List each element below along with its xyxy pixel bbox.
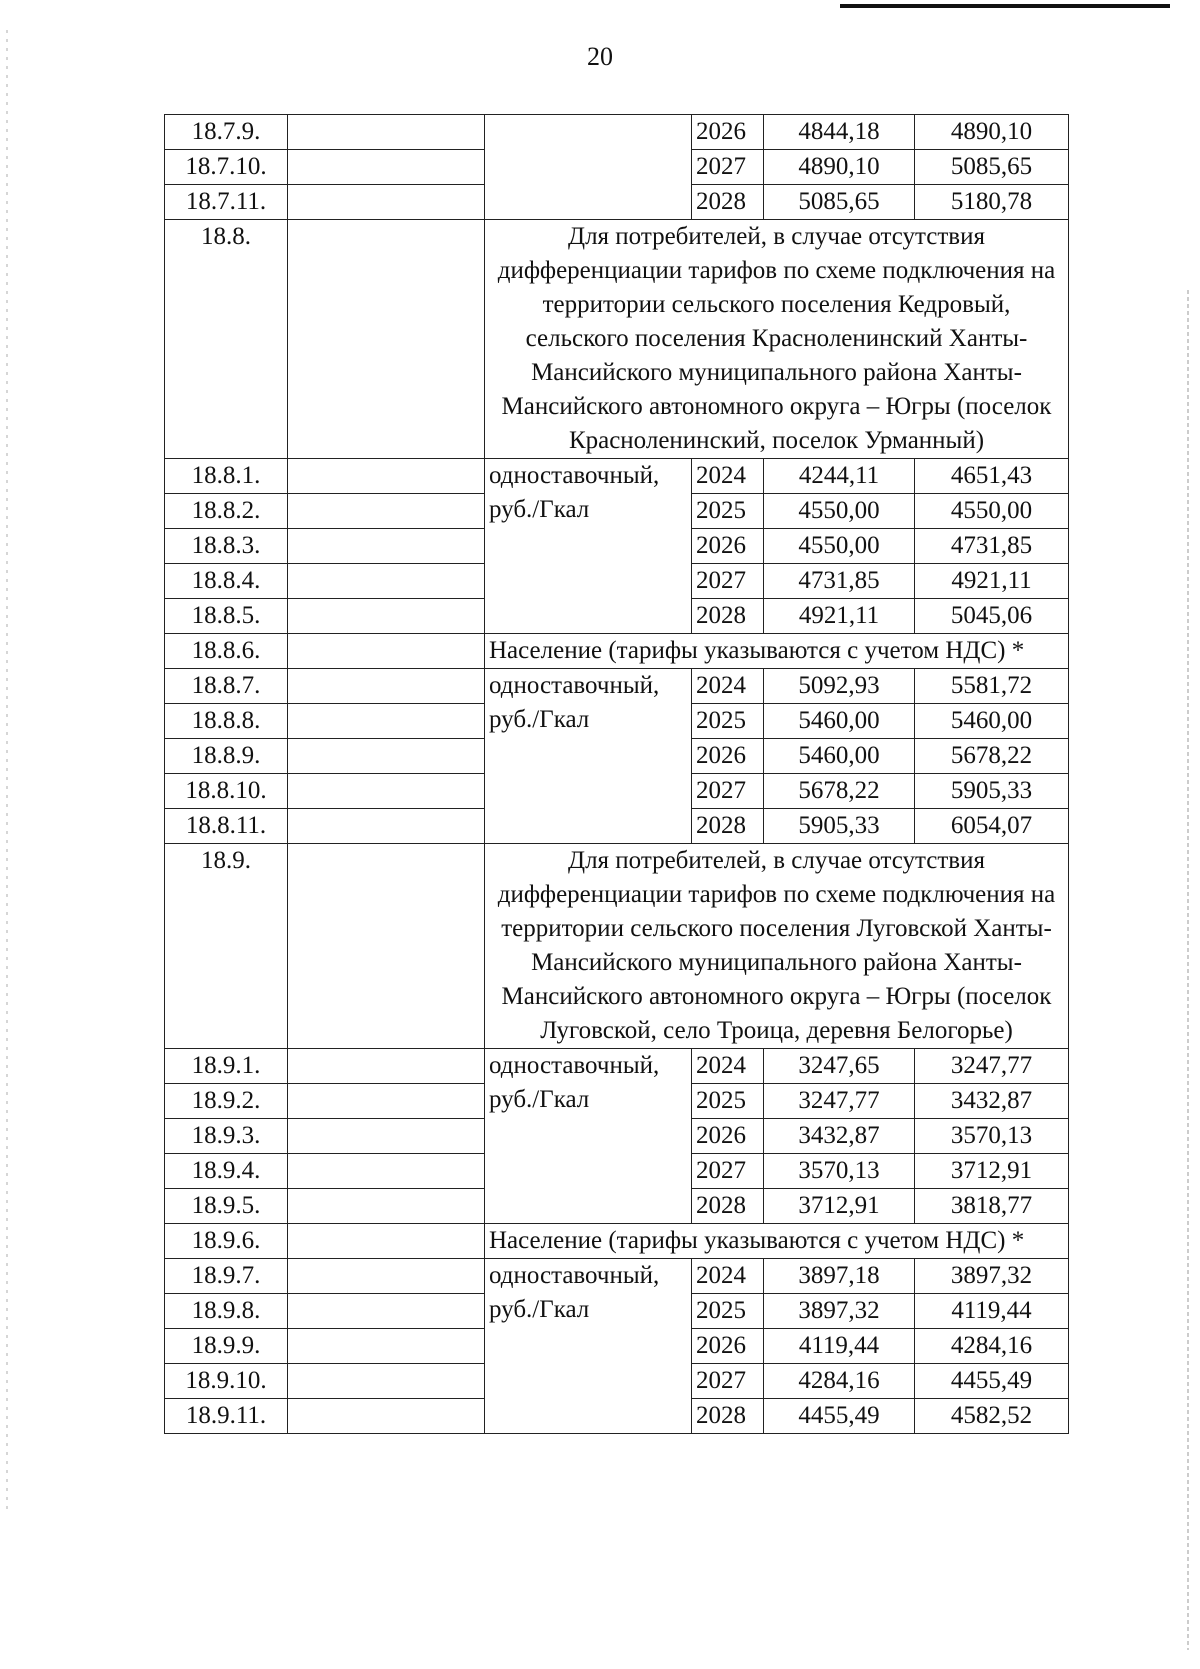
empty-cell — [288, 564, 485, 599]
section-heading: Для потребителей, в случае отсутствия дифференциации тарифов по схеме подключения на территории сельского поселения Кедровый, сельского поселения Красноленинский Ханты-Мансийского муниципального района Ханты-Мансийского автономного округа – Югры (поселок Красноленинский, поселок Урманный) — [485, 220, 1069, 459]
value-start-cell: 5460,00 — [764, 704, 915, 739]
value-end-cell: 5581,72 — [915, 669, 1069, 704]
year-cell: 2027 — [692, 564, 764, 599]
value-start-cell: 4119,44 — [764, 1329, 915, 1364]
value-start-cell: 5905,33 — [764, 809, 915, 844]
empty-cell — [288, 1364, 485, 1399]
year-cell: 2024 — [692, 459, 764, 494]
empty-cell — [288, 809, 485, 844]
page-number: 20 — [587, 42, 613, 71]
section-heading-row — [165, 844, 1069, 1049]
value-start-cell: 3247,77 — [764, 1084, 915, 1119]
value-end-cell: 4582,52 — [915, 1399, 1069, 1434]
category-cell: одноставочный, руб./Гкал — [485, 459, 692, 634]
value-start-cell: 3432,87 — [764, 1119, 915, 1154]
table-row — [165, 1049, 1069, 1084]
value-start-cell: 4550,00 — [764, 494, 915, 529]
empty-cell — [288, 1119, 485, 1154]
value-start-cell: 4890,10 — [764, 150, 915, 185]
scan-edge-right — [1187, 290, 1189, 1650]
value-end-cell: 4921,11 — [915, 564, 1069, 599]
year-cell: 2027 — [692, 1154, 764, 1189]
row-number: 18.8.10. — [165, 774, 288, 809]
top-rule — [840, 4, 1170, 8]
row-number: 18.9.2. — [165, 1084, 288, 1119]
row-number: 18.9.8. — [165, 1294, 288, 1329]
row-number: 18.9.5. — [165, 1189, 288, 1224]
section-heading: Для потребителей, в случае отсутствия дифференциации тарифов по схеме подключения на территории сельского поселения Луговской Ханты-Мансийского муниципального района Ханты-Мансийского автономного округа – Югры (поселок Луговской, село Троица, деревня Белогорье) — [485, 844, 1069, 1049]
empty-cell — [288, 1084, 485, 1119]
empty-cell — [288, 844, 485, 1049]
year-cell: 2026 — [692, 1119, 764, 1154]
value-end-cell: 4550,00 — [915, 494, 1069, 529]
year-cell: 2028 — [692, 599, 764, 634]
row-number: 18.8.8. — [165, 704, 288, 739]
value-start-cell: 3897,18 — [764, 1259, 915, 1294]
empty-cell — [288, 150, 485, 185]
row-number: 18.7.10. — [165, 150, 288, 185]
year-cell: 2028 — [692, 1189, 764, 1224]
year-cell: 2025 — [692, 494, 764, 529]
value-start-cell: 3712,91 — [764, 1189, 915, 1224]
year-cell: 2025 — [692, 1294, 764, 1329]
tariff-table — [164, 114, 1069, 1434]
table-row — [165, 115, 1069, 150]
value-start-cell: 5085,65 — [764, 185, 915, 220]
population-note: Население (тарифы указываются с учетом НДС) * — [485, 1224, 1069, 1259]
year-cell: 2027 — [692, 150, 764, 185]
row-number: 18.8.3. — [165, 529, 288, 564]
value-start-cell: 3570,13 — [764, 1154, 915, 1189]
section-heading-row — [165, 220, 1069, 459]
row-number: 18.9.6. — [165, 1224, 288, 1259]
empty-cell — [288, 1294, 485, 1329]
row-number: 18.8.9. — [165, 739, 288, 774]
scan-edge-left — [6, 30, 8, 1510]
empty-cell — [288, 115, 485, 150]
value-end-cell: 4651,43 — [915, 459, 1069, 494]
row-number: 18.9. — [165, 844, 288, 1049]
year-cell: 2026 — [692, 1329, 764, 1364]
empty-cell — [288, 1259, 485, 1294]
empty-cell — [288, 1329, 485, 1364]
value-start-cell: 3897,32 — [764, 1294, 915, 1329]
empty-cell — [288, 704, 485, 739]
category-cell: одноставочный, руб./Гкал — [485, 1049, 692, 1224]
year-cell: 2025 — [692, 704, 764, 739]
empty-cell — [288, 185, 485, 220]
value-end-cell: 4731,85 — [915, 529, 1069, 564]
row-number: 18.9.11. — [165, 1399, 288, 1434]
row-number: 18.9.1. — [165, 1049, 288, 1084]
row-number: 18.9.4. — [165, 1154, 288, 1189]
value-end-cell: 5180,78 — [915, 185, 1069, 220]
year-cell: 2027 — [692, 774, 764, 809]
table-row — [165, 1259, 1069, 1294]
table-row — [165, 669, 1069, 704]
value-end-cell: 5460,00 — [915, 704, 1069, 739]
population-row — [165, 634, 1069, 669]
value-end-cell: 5085,65 — [915, 150, 1069, 185]
year-cell: 2026 — [692, 529, 764, 564]
row-number: 18.7.11. — [165, 185, 288, 220]
value-start-cell: 5092,93 — [764, 669, 915, 704]
row-number: 18.8. — [165, 220, 288, 459]
value-start-cell: 3247,65 — [764, 1049, 915, 1084]
year-cell: 2024 — [692, 1049, 764, 1084]
value-start-cell: 4731,85 — [764, 564, 915, 599]
value-end-cell: 3818,77 — [915, 1189, 1069, 1224]
value-start-cell: 5460,00 — [764, 739, 915, 774]
value-start-cell: 4921,11 — [764, 599, 915, 634]
year-cell: 2028 — [692, 809, 764, 844]
value-end-cell: 5678,22 — [915, 739, 1069, 774]
year-cell: 2028 — [692, 1399, 764, 1434]
category-cell: одноставочный, руб./Гкал — [485, 669, 692, 844]
value-start-cell: 4244,11 — [764, 459, 915, 494]
empty-cell — [288, 459, 485, 494]
value-end-cell: 3247,77 — [915, 1049, 1069, 1084]
category-cell: одноставочный, руб./Гкал — [485, 1259, 692, 1434]
empty-cell — [288, 1154, 485, 1189]
population-row — [165, 1224, 1069, 1259]
year-cell: 2024 — [692, 1259, 764, 1294]
row-number: 18.8.1. — [165, 459, 288, 494]
row-number: 18.9.9. — [165, 1329, 288, 1364]
year-cell: 2027 — [692, 1364, 764, 1399]
value-start-cell: 4844,18 — [764, 115, 915, 150]
value-end-cell: 3897,32 — [915, 1259, 1069, 1294]
year-cell: 2025 — [692, 1084, 764, 1119]
value-end-cell: 4119,44 — [915, 1294, 1069, 1329]
row-number: 18.9.10. — [165, 1364, 288, 1399]
empty-cell — [288, 1399, 485, 1434]
empty-cell — [288, 599, 485, 634]
value-end-cell: 4284,16 — [915, 1329, 1069, 1364]
value-end-cell: 3570,13 — [915, 1119, 1069, 1154]
row-number: 18.9.7. — [165, 1259, 288, 1294]
value-end-cell: 5045,06 — [915, 599, 1069, 634]
row-number: 18.8.2. — [165, 494, 288, 529]
row-number: 18.8.11. — [165, 809, 288, 844]
row-number: 18.8.6. — [165, 634, 288, 669]
value-start-cell: 4455,49 — [764, 1399, 915, 1434]
value-start-cell: 4284,16 — [764, 1364, 915, 1399]
row-number: 18.7.9. — [165, 115, 288, 150]
row-number: 18.9.3. — [165, 1119, 288, 1154]
category-cell — [485, 115, 692, 220]
value-end-cell: 5905,33 — [915, 774, 1069, 809]
empty-cell — [288, 1189, 485, 1224]
year-cell: 2028 — [692, 185, 764, 220]
value-end-cell: 4890,10 — [915, 115, 1069, 150]
year-cell: 2026 — [692, 739, 764, 774]
empty-cell — [288, 1224, 485, 1259]
value-end-cell: 4455,49 — [915, 1364, 1069, 1399]
table-row — [165, 459, 1069, 494]
value-start-cell: 5678,22 — [764, 774, 915, 809]
population-note: Население (тарифы указываются с учетом НДС) * — [485, 634, 1069, 669]
value-start-cell: 4550,00 — [764, 529, 915, 564]
empty-cell — [288, 739, 485, 774]
empty-cell — [288, 220, 485, 459]
empty-cell — [288, 669, 485, 704]
year-cell: 2024 — [692, 669, 764, 704]
row-number: 18.8.4. — [165, 564, 288, 599]
year-cell: 2026 — [692, 115, 764, 150]
empty-cell — [288, 634, 485, 669]
empty-cell — [288, 1049, 485, 1084]
empty-cell — [288, 494, 485, 529]
value-end-cell: 6054,07 — [915, 809, 1069, 844]
row-number: 18.8.5. — [165, 599, 288, 634]
value-end-cell: 3432,87 — [915, 1084, 1069, 1119]
empty-cell — [288, 774, 485, 809]
empty-cell — [288, 529, 485, 564]
value-end-cell: 3712,91 — [915, 1154, 1069, 1189]
row-number: 18.8.7. — [165, 669, 288, 704]
